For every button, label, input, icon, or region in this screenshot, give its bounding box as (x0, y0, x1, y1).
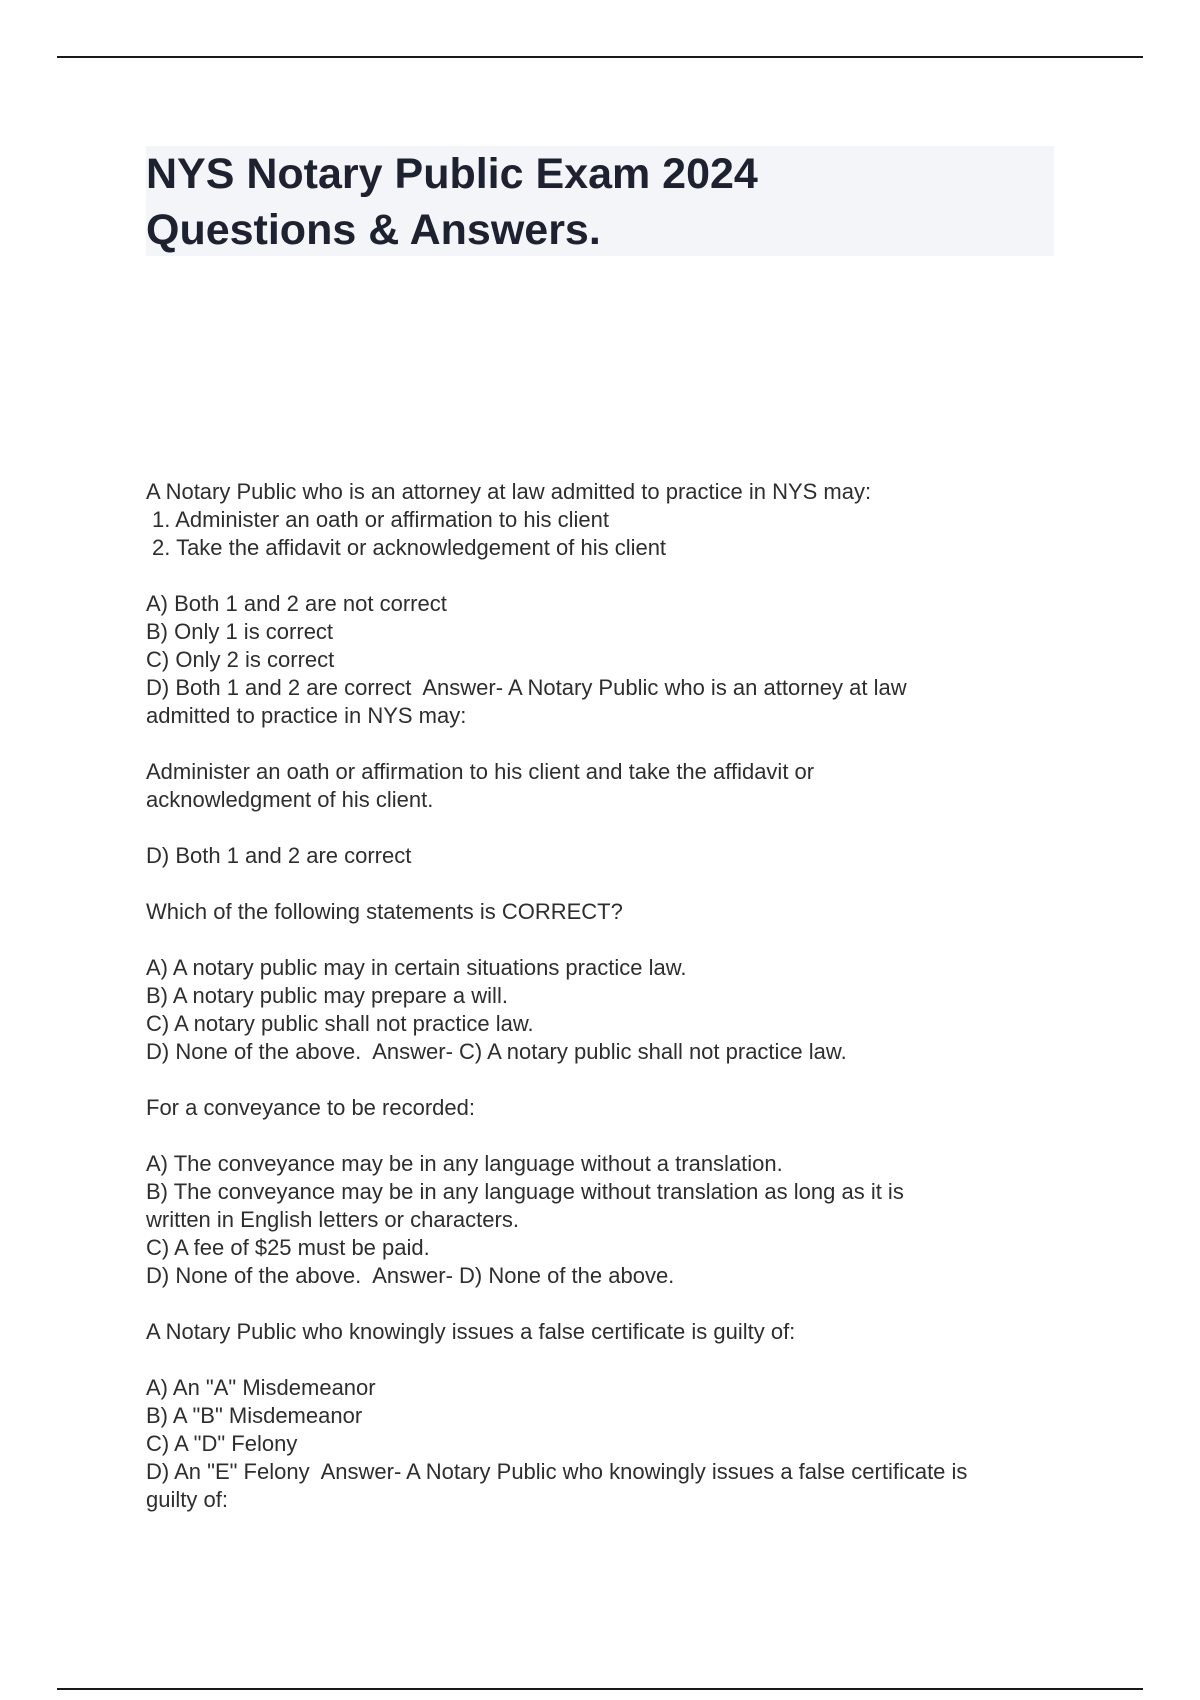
q1-item-1: 1. Administer an oath or affirmation to his client (152, 507, 609, 532)
q4-option-b: B) A "B" Misdemeanor (146, 1403, 363, 1428)
q2-option-a: A) A notary public may in certain situations practice law. (146, 955, 687, 980)
q4-option-c: C) A "D" Felony (146, 1431, 298, 1456)
spacer (146, 1122, 1066, 1150)
q1-option-c: C) Only 2 is correct (146, 647, 335, 672)
q1-item-2: 2. Take the affidavit or acknowledgement of his client (152, 535, 667, 560)
q3-option-a: A) The conveyance may be in any language without a translation. (146, 1151, 783, 1176)
spacer (146, 870, 1066, 898)
q1-option-a: A) Both 1 and 2 are not correct (146, 591, 447, 616)
bottom-rule (57, 1688, 1143, 1690)
spacer (146, 1066, 1066, 1094)
document-body (146, 478, 1066, 1514)
q3-option-b: B) The conveyance may be in any language without translation as long as it is (146, 1179, 904, 1204)
q2-option-b: B) A notary public may prepare a will. (146, 983, 508, 1008)
spacer (146, 926, 1066, 954)
q1-stem: A Notary Public who is an attorney at law admitted to practice in NYS may: (146, 479, 872, 504)
q2-stem: Which of the following statements is CORRECT? (146, 899, 623, 924)
q4-option-a: A) An "A" Misdemeanor (146, 1375, 376, 1400)
q2-option-c: C) A notary public shall not practice law. (146, 1011, 534, 1036)
spacer (146, 562, 1066, 590)
q3-stem: For a conveyance to be recorded: (146, 1095, 475, 1120)
q4-option-d-cont: guilty of: (146, 1487, 228, 1512)
spacer (146, 1290, 1066, 1318)
q4-option-d: D) An "E" Felony Answer- A Notary Public who knowingly issues a false certificate is (146, 1459, 968, 1484)
q3-option-c: C) A fee of $25 must be paid. (146, 1235, 430, 1260)
document-title (146, 146, 758, 258)
q1-option-b: B) Only 1 is correct (146, 619, 334, 644)
q1-option-d-cont: admitted to practice in NYS may: (146, 703, 467, 728)
title-line-2: Questions & Answers. (146, 206, 601, 254)
q1-explanation: Administer an oath or affirmation to his client and take the affidavit or (146, 759, 815, 784)
title-line-1: NYS Notary Public Exam 2024 (146, 150, 758, 198)
spacer (146, 814, 1066, 842)
q1-option-d: D) Both 1 and 2 are correct Answer- A Notary Public who is an attorney at law (146, 675, 907, 700)
spacer (146, 1346, 1066, 1374)
q1-final-answer: D) Both 1 and 2 are correct (146, 843, 412, 868)
q2-option-d: D) None of the above. Answer- C) A notary public shall not practice law. (146, 1039, 847, 1064)
q3-option-d: D) None of the above. Answer- D) None of the above. (146, 1263, 675, 1288)
q1-explanation-cont: acknowledgment of his client. (146, 787, 434, 812)
top-rule (57, 56, 1143, 58)
q3-option-b-cont: written in English letters or characters. (146, 1207, 519, 1232)
q4-stem: A Notary Public who knowingly issues a false certificate is guilty of: (146, 1319, 796, 1344)
spacer (146, 730, 1066, 758)
